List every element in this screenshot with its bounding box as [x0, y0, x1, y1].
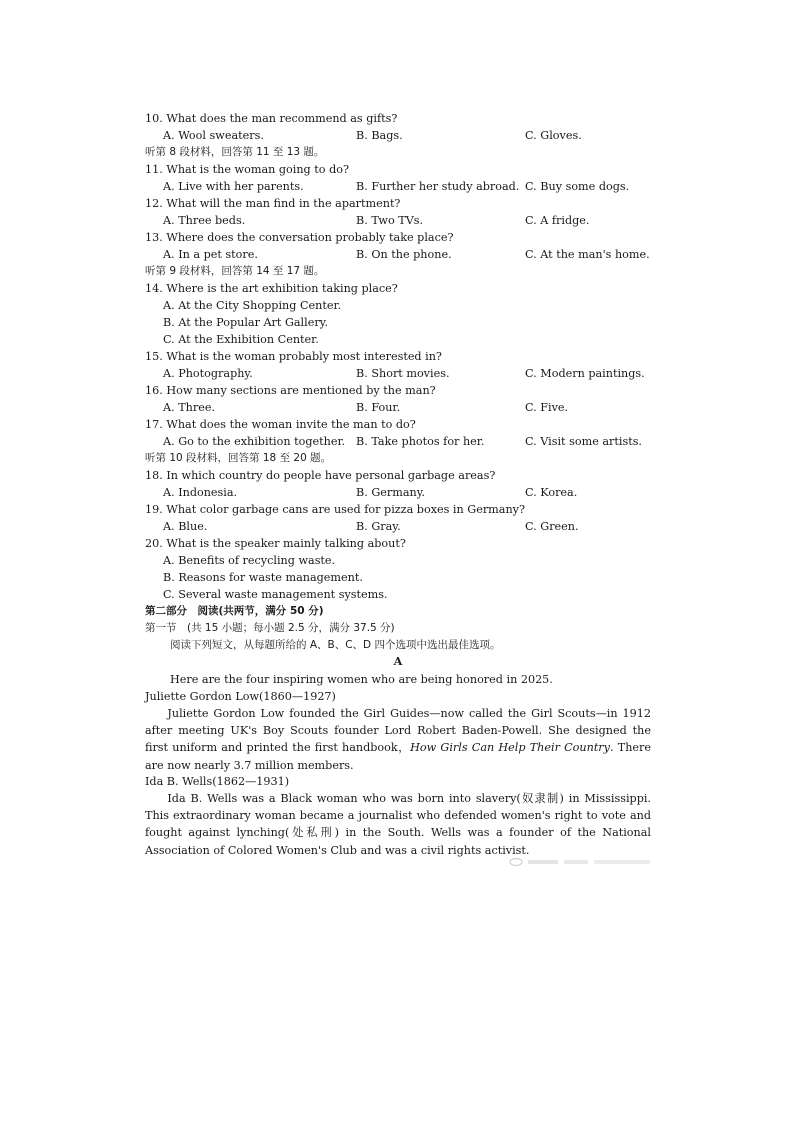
question-18: 18. In which country do people have personal garbage areas? [145, 469, 496, 482]
q10-option-b: B. Bags. [356, 129, 403, 142]
q19-option-c: C. Green. [525, 520, 579, 533]
footer-watermark [508, 857, 656, 867]
part-two-title: 第二部分 阅读(共两节，满分 50 分) [145, 605, 324, 617]
person-2-paragraph: Ida B. Wells was a Black woman who was born into slavery(奴隶制) in Mississippi. This extraordinary woman became a journalist who defended women's right to vote and fought against lynching(处私刑) in the South. Wells was a founder of the National Association of Colored Women's Club and was a civil rights activist. [145, 792, 651, 857]
handbook-title: How Girls Can Help Their Country [410, 741, 610, 755]
q17-option-a: A. Go to the exhibition together. [163, 435, 346, 448]
q11-option-a: A. Live with her parents. [163, 180, 304, 193]
q10-option-a: A. Wool sweaters. [163, 129, 264, 142]
q20-option-c: C. Several waste management systems. [163, 588, 388, 601]
q17-option-c: C. Visit some artists. [525, 435, 642, 448]
q15-option-a: A. Photography. [163, 367, 253, 380]
listening-instruction-10: 听第 10 段材料，回答第 18 至 20 题。 [145, 452, 332, 464]
question-19: 19. What color garbage cans are used for pizza boxes in Germany? [145, 503, 525, 516]
q17-option-b: B. Take photos for her. [356, 435, 485, 448]
q18-option-a: A. Indonesia. [163, 486, 238, 499]
question-11: 11. What is the woman going to do? [145, 163, 349, 176]
q19-option-b: B. Gray. [356, 520, 401, 533]
reading-instruction: 阅读下列短文，从每题所给的 A、B、C、D 四个选项中选出最佳选项。 [170, 639, 501, 651]
q15-option-c: C. Modern paintings. [525, 367, 645, 380]
q14-option-a: A. At the City Shopping Center. [163, 299, 342, 312]
p1-text-after: . There are now nearly 3.7 million members. [145, 741, 651, 772]
listening-instruction-8: 听第 8 段材料，回答第 11 至 13 题。 [145, 146, 325, 158]
question-12: 12. What will the man find in the apartment? [145, 197, 401, 210]
q16-option-a: A. Three. [163, 401, 216, 414]
q12-option-a: A. Three beds. [163, 214, 246, 227]
q15-option-b: B. Short movies. [356, 367, 450, 380]
q14-option-c: C. At the Exhibition Center. [163, 333, 319, 346]
q10-option-c: C. Gloves. [525, 129, 582, 142]
question-20: 20. What is the speaker mainly talking about? [145, 537, 406, 550]
question-13: 13. Where does the conversation probably take place? [145, 231, 454, 244]
question-10: 10. What does the man recommend as gifts? [145, 112, 398, 125]
q12-option-b: B. Two TVs. [356, 214, 424, 227]
passage-label: A [393, 654, 403, 668]
section-one-heading: 第一节 (共 15 小题；每小题 2.5 分，满分 37.5 分) [145, 622, 395, 634]
q16-option-c: C. Five. [525, 401, 569, 414]
q11-option-c: C. Buy some dogs. [525, 180, 630, 193]
q20-option-b: B. Reasons for waste management. [163, 571, 363, 584]
passage-intro: Here are the four inspiring women who are being honored in 2025. [170, 673, 553, 686]
q13-option-c: C. At the man's home. [525, 248, 650, 261]
q20-option-a: A. Benefits of recycling waste. [163, 554, 336, 567]
person-1-paragraph [145, 705, 651, 774]
q11-option-b: B. Further her study abroad. [356, 180, 520, 193]
q18-option-b: B. Germany. [356, 486, 426, 499]
question-16: 16. How many sections are mentioned by the man? [145, 384, 436, 397]
person-2-heading: Ida B. Wells(1862—1931) [145, 775, 290, 788]
q13-option-b: B. On the phone. [356, 248, 452, 261]
question-15: 15. What is the woman probably most interested in? [145, 350, 442, 363]
question-17: 17. What does the woman invite the man to do? [145, 418, 416, 431]
question-14: 14. Where is the art exhibition taking place? [145, 282, 398, 295]
q12-option-c: C. A fridge. [525, 214, 590, 227]
q19-option-a: A. Blue. [163, 520, 208, 533]
q18-option-c: C. Korea. [525, 486, 578, 499]
p1-text-before: Juliette Gordon Low founded the Girl Guides—now called the Girl Scouts—in 1912 after meeting UK's Boy Scouts founder Lord Robert Baden-Powell. She designed the first uniform and printed the first handbook， [145, 707, 651, 755]
listening-instruction-9: 听第 9 段材料，回答第 14 至 17 题。 [145, 265, 325, 277]
q16-option-b: B. Four. [356, 401, 401, 414]
q13-option-a: A. In a pet store. [163, 248, 258, 261]
q14-option-b: B. At the Popular Art Gallery. [163, 316, 329, 329]
person-1-heading: Juliette Gordon Low(1860—1927) [145, 690, 336, 703]
